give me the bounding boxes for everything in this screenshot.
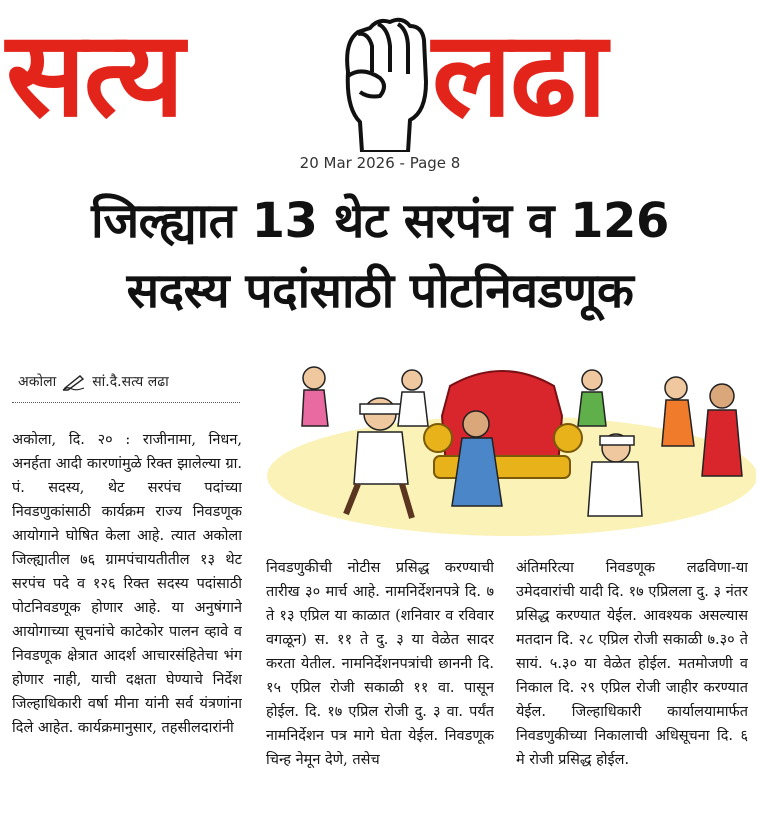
dateline: 20 Mar 2026 - Page 8 <box>299 154 461 172</box>
article-column-2: निवडणुकीची नोटीस प्रसिद्ध करण्याची तारीख ३० मार्च आहे. नामनिर्देशनपत्रे दि. ७ ते १३ एप्रिल या काळात (शनिवार व रविवार वगळून) स. ११ ते दु. ३ या वेळेत सादर करता येतील. नामनिर्देशनपत्रांची छाननी दि. १५ एप्रिल रोजी सकाळी ११ वा. पासून होईल. दि. १७ एप्रिल रोजी दु. ३ वा. पर्यंत नामनिर्देशन पत्र मागे घेता येईल. निवडणूक चिन्ह नेमून देणे, तसेच <box>266 560 494 768</box>
masthead-word-left: सत्य <box>6 5 183 143</box>
headline <box>10 186 750 326</box>
byline-divider <box>12 402 240 403</box>
article-column-3: अंतिमरित्या निवडणूक लढविणा-या उमेदवारांची यादी दि. १७ एप्रिलला दु. ३ नंतर प्रसिद्ध करण्यात येईल. आवश्यक असल्यास मतदान दि. २८ एप्रिल रोजी सकाळी ७.३० ते सायं. ५.३० या वेळेत होईल. मतमोजणी व निकाल दि. २९ एप्रिल रोजी जाहीर करण्यात येईल. जिल्हाधिकारी कार्यालयामार्फत निवडणुकीच्या निकालाची अधिसूचना दि. ६ मे रोजी प्रसिद्ध होईल. <box>516 560 748 768</box>
byline-source: सां.दै.सत्य लढा <box>92 374 169 390</box>
throne-illustration <box>424 371 582 478</box>
headline-line-1: जिल्ह्यात 13 थेट सरपंच व 126 <box>91 193 669 249</box>
headline-line-2: सदस्य पदांसाठी पोटनिवडणूक <box>126 263 634 319</box>
raised-fist-icon <box>318 2 438 152</box>
masthead-word-right: लढा <box>432 5 606 143</box>
byline-place: अकोला <box>18 374 57 390</box>
election-race-cartoon <box>262 356 756 552</box>
byline <box>18 372 240 391</box>
article-column-1: अकोला, दि. २० : राजीनामा, निधन, अनर्हता आदी कारणांमुळे रिक्त झालेल्या ग्रा. पं. सदस्य, थेट सरपंच पदांच्या निवडणुकांसाठी कार्यक्रम राज्य निवडणूक आयोगाने घोषित केला आहे. त्यात अकोला जिल्ह्यातील ७६ ग्रामपंचायतीतील १३ थेट सरपंच पदे व १२६ रिक्त सदस्य पदांसाठी पोटनिवडणूक होणार आहे. या अनुषंगाने आयोगाच्या सूचनांचे काटेकोर पालन व्हावे व निवडणूक क्षेत्रात आदर्श आचारसंहितेचा भंग होणार नाही, याची दक्षता घेण्याचे निर्देश जिल्हाधिकारी वर्षा मीना यांनी सर्व यंत्रणांना दिले आहेत. कार्यक्रमानुसार, तहसीलदारांनी <box>12 432 242 736</box>
masthead <box>0 0 760 152</box>
pen-writing-icon <box>62 373 86 391</box>
